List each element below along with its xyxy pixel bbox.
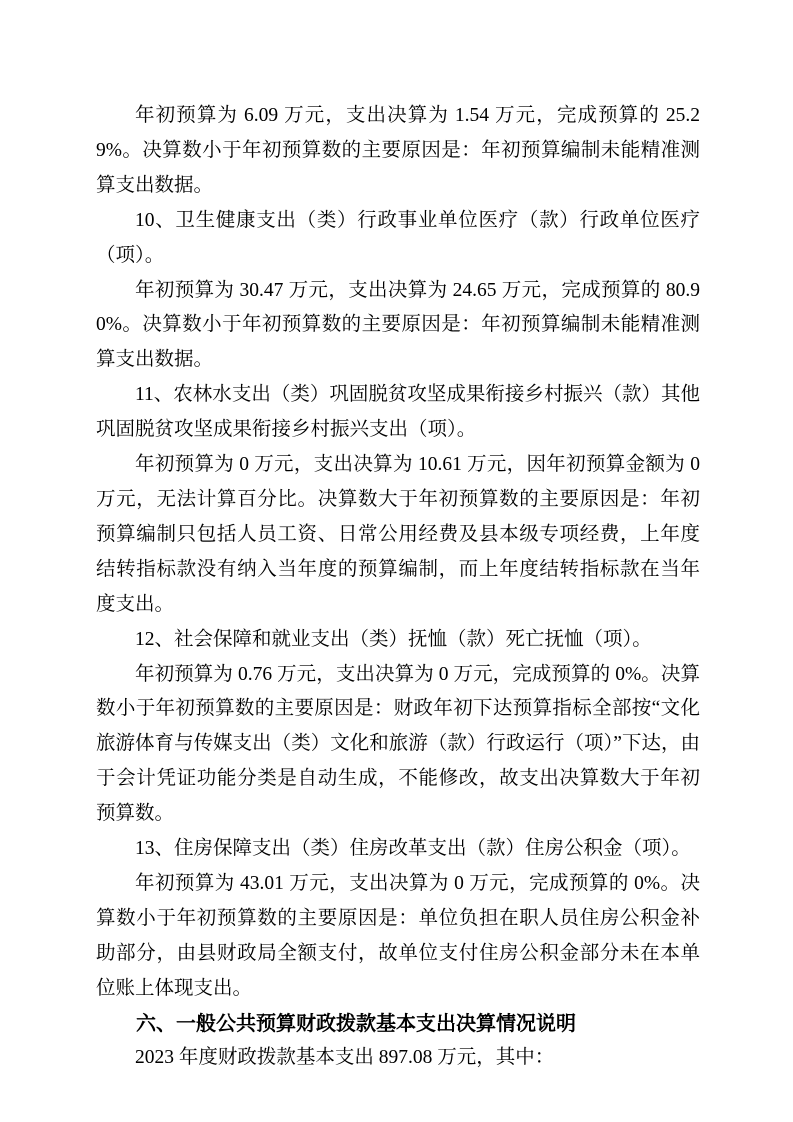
item-13-title-paragraph: 13、住房保障支出（类）住房改革支出（款）住房公积金（项）。 — [135, 838, 691, 860]
budget-detail-continued-paragraph: 年初预算为 6.09 万元，支出决算为 1.54 万元，完成预算的 25.29%。决算数小于年初预算数的主要原因是：年初预算编制未能精准测算支出数据。 — [96, 105, 700, 196]
item-10-title-paragraph: 10、卫生健康支出（类）行政事业单位医疗（款）行政单位医疗（项）。 — [96, 209, 700, 266]
item-11-title-paragraph: 11、农林水支出（类）巩固脱贫攻坚成果衔接乡村振兴（款）其他巩固脱贫攻坚成果衔接乡村振兴支出（项）。 — [96, 384, 700, 441]
section-6-heading: 六、一般公共预算财政拨款基本支出决算情况说明 — [136, 1012, 576, 1035]
item-12-detail-paragraph: 年初预算为 0.76 万元，支出决算为 0 万元，完成预算的 0%。决算数小于年初预算数的主要原因是：财政年初下达预算指标全部按“文化旅游体育与传媒支出（类）文化和旅游（款）行政运行（项）”下达，由于会计凭证功能分类是自动生成，不能修改，故支出决算数大于年初预算数。 — [96, 663, 700, 825]
item-12-title-paragraph: 12、社会保障和就业支出（类）抚恤（款）死亡抚恤（项）。 — [135, 628, 652, 650]
item-11-detail-paragraph: 年初预算为 0 万元，支出决算为 10.61 万元，因年初预算金额为 0 万元，无法计算百分比。决算数大于年初预算数的主要原因是：年初预算编制只包括人员工资、日常公用经费及县本级专项经费，上年度结转指标款没有纳入当年度的预算编制，而上年度结转指标款在当年度支出。 — [96, 454, 700, 615]
section-6-intro-paragraph: 2023 年度财政拨款基本支出 897.08 万元，其中： — [135, 1047, 555, 1069]
document-body — [96, 99, 700, 1076]
item-10-detail-paragraph: 年初预算为 30.47 万元，支出决算为 24.65 万元，完成预算的 80.90%。决算数小于年初预算数的主要原因是：年初预算编制未能精准测算支出数据。 — [96, 279, 700, 371]
item-13-detail-paragraph: 年初预算为 43.01 万元，支出决算为 0 万元，完成预算的 0%。决算数小于年初预算数的主要原因是：单位负担在职人员住房公积金补助部分，由县财政局全额支付，故单位支付住房公积金部分未在本单位账上体现支出。 — [96, 872, 700, 999]
